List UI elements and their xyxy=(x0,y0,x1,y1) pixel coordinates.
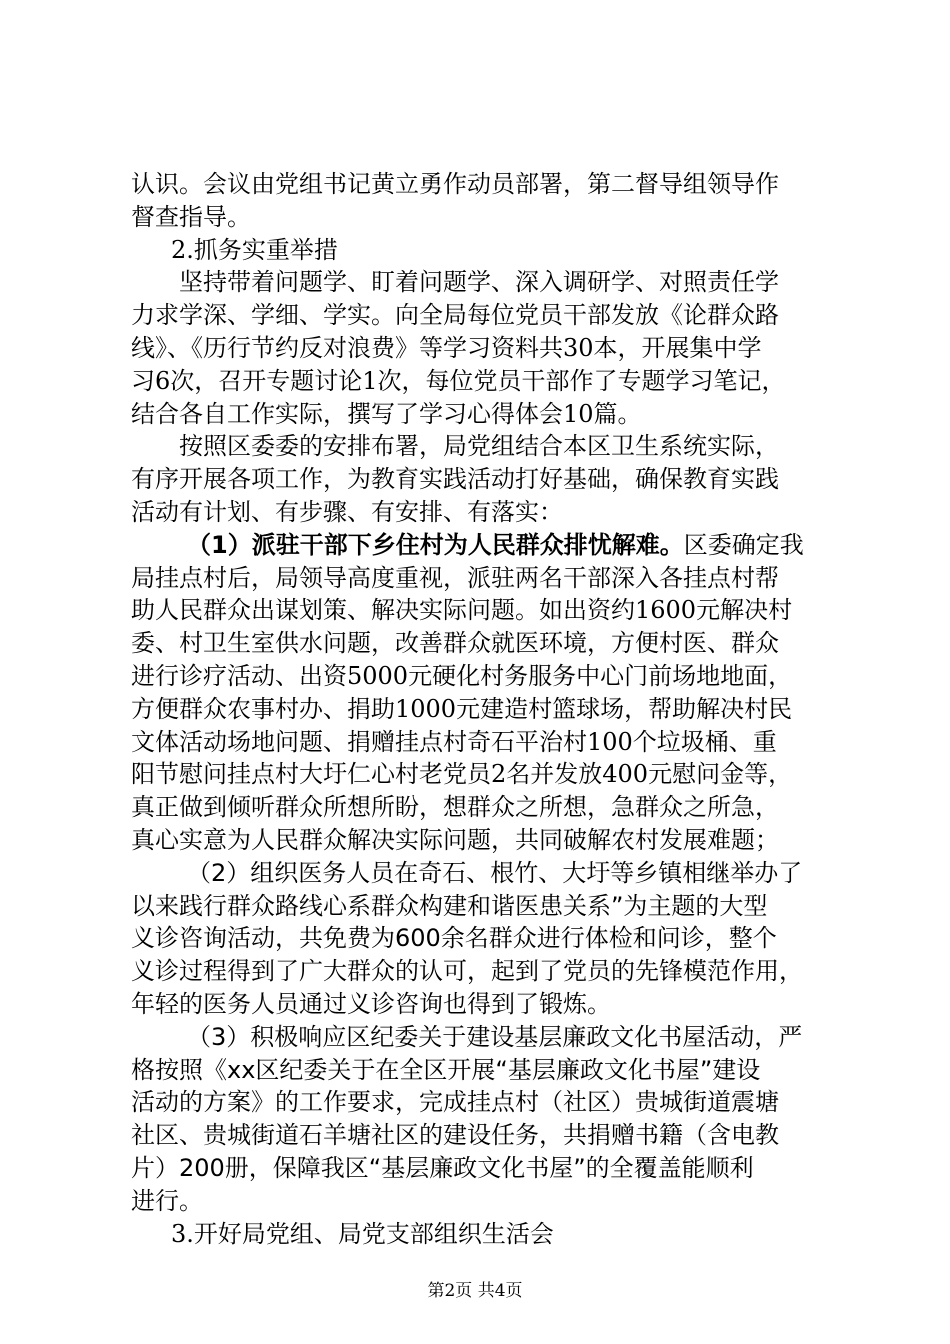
text-line: 坚持带着问题学、盯着问题学、深入调研学、对照责任学 xyxy=(179,268,779,297)
page-number-footer: 第2页 共4页 xyxy=(427,1281,523,1301)
text-line: 进行。 xyxy=(131,1186,203,1215)
section-heading: 2.抓务实重举措 xyxy=(171,235,338,264)
text-line: 社区、贵城街道石羊塘社区的建设任务，共捐赠书籍（含电教 xyxy=(131,1121,779,1150)
text-line: 方便群众农事村办、捐助1000元建造村篮球场，帮助解决村民 xyxy=(131,694,793,723)
text-line: 委、村卫生室供水问题，改善群众就医环境，方便村医、群众 xyxy=(131,629,779,658)
item-1-line xyxy=(131,529,843,562)
text-line: 助人民群众出谋划策、解决实际问题。如出资约1600元解决村 xyxy=(131,596,793,625)
text-line: 格按照《xx区纪委关于在全区开展“基层廉政文化书屋”建设 xyxy=(131,1055,761,1084)
section-heading: 3.开好局党组、局党支部组织生活会 xyxy=(171,1219,554,1248)
text-line: 活动的方案》的工作要求，完成挂点村（社区）贵城街道震塘 xyxy=(131,1088,779,1117)
item-1-text: 区委确定我 xyxy=(683,530,804,559)
text-line: 认识。会议由党组书记黄立勇作动员部署，第二督导组领导作 xyxy=(131,170,779,198)
text-line: 年轻的医务人员通过义诊咨询也得到了锻炼。 xyxy=(131,989,611,1018)
text-line: 阳节慰问挂点村大圩仁心村老党员2名并发放400元慰问金等， xyxy=(131,760,793,789)
text-line: 结合各自工作实际，撰写了学习心得体会10篇。 xyxy=(131,399,642,428)
text-line: 以来践行群众路线心系群众构建和谐医患关系”为主题的大型 xyxy=(131,891,768,920)
text-line: 文体活动场地问题、捐赠挂点村奇石平治村100个垃圾桶、重 xyxy=(131,727,777,756)
text-line: 线》、《历行节约反对浪费》等学习资料共30本，开展集中学 xyxy=(131,333,762,362)
text-line: 活动有计划、有步骤、有安排、有落实： xyxy=(131,497,563,526)
text-line: 真心实意为人民群众解决实际问题，共同破解农村发展难题； xyxy=(131,825,779,854)
document-body xyxy=(131,168,843,1250)
text-line: 义诊过程得到了广大群众的认可，起到了党员的先锋模范作用， xyxy=(131,957,803,986)
text-line: 义诊咨询活动，共免费为600余名群众进行体检和问诊，整个 xyxy=(131,924,777,953)
item-3-heading: （3）积极响应区纪委关于建设基层廉政文化书屋活动，严 xyxy=(187,1022,803,1051)
item-2-heading: （2）组织医务人员在奇石、根竹、大圩等乡镇相继举办了 xyxy=(187,858,803,887)
text-line: 有序开展各项工作，为教育实践活动打好基础，确保教育实践 xyxy=(131,465,779,494)
text-line: 片）200册，保障我区“基层廉政文化书屋”的全覆盖能顺利 xyxy=(131,1153,754,1182)
text-line: 习6次，召开专题讨论1次，每位党员干部作了专题学习笔记， xyxy=(131,366,786,395)
text-line: 督查指导。 xyxy=(131,202,251,231)
item-1-heading: （1）派驻干部下乡住村为人民群众排忧解难。 xyxy=(187,530,684,559)
text-line: 按照区委委的安排布署，局党组结合本区卫生系统实际， xyxy=(179,432,779,461)
text-line: 真正做到倾听群众所想所盼，想群众之所想，急群众之所急， xyxy=(131,793,779,822)
text-line: 力求学深、学细、学实。向全局每位党员干部发放《论群众路 xyxy=(131,301,779,330)
text-line: 局挂点村后，局领导高度重视，派驻两名干部深入各挂点村帮 xyxy=(131,563,779,592)
text-line: 进行诊疗活动、出资5000元硬化村务服务中心门前场地地面， xyxy=(131,661,793,690)
